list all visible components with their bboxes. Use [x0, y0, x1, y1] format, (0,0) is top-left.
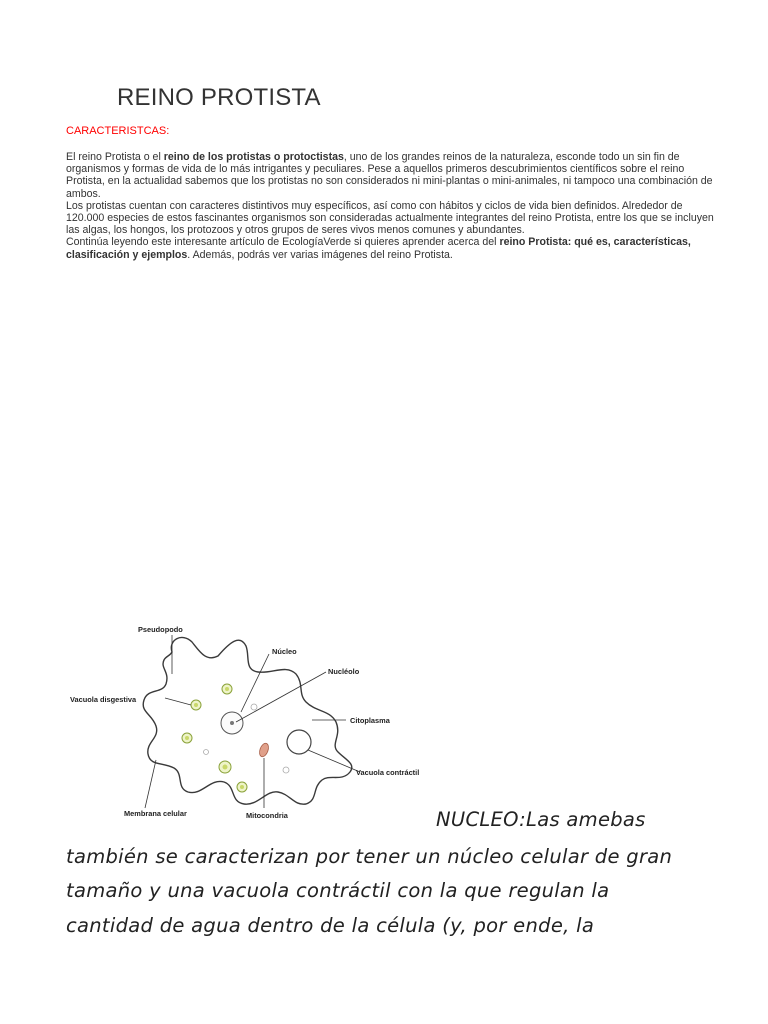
paragraph-3-text-a: Continúa leyendo este interesante artículo de EcologíaVerde si quieres aprender acerca del [66, 236, 500, 249]
handwritten-line-4: cantidad de agua dentro de la célula (y, por ende, la [66, 914, 595, 937]
handwritten-line-3: tamaño y una vacuola contráctil con la que regulan la [66, 879, 610, 902]
label-vacuola-digestiva: Vacuola disgestiva [70, 695, 137, 704]
handwritten-heading: NUCLEO:Las amebas [436, 808, 646, 831]
paragraph-2: Los protistas cuentan con caracteres distintivos muy específicos, así como con hábitos y ciclos de vida bien definidos. Alrededor de 120.000 especies de estos fascinantes organismos son consideradas actualmente integrantes del reino Protista, entre los que se incluyen las algas, los hongos, los protozoos y otros grupos de seres vivos menos comunes y abundantes. [66, 199, 714, 237]
paragraph-1 [66, 151, 716, 200]
label-mitocondria: Mitocondria [246, 811, 288, 820]
paragraph-1-text-b: , uno de los grandes reinos de la naturaleza, esconde todo un sin fin de organismos y formas de vida de lo más intrigantes y peculiares. Pese a aquellos primeros descubrimientos científicos sobre el reino Protista, en la actualidad sabemos que los protistas no son considerados ni mini-plantas o mini-animales, ni tampoco una combinación de ambos. [66, 151, 713, 200]
paragraph-1-bold: reino de los protistas o protoctistas [163, 151, 344, 163]
section-heading: CARACTERISTCAS: [66, 125, 170, 137]
nucleolus [230, 721, 234, 725]
amoeba-illustration [60, 612, 450, 827]
label-citoplasma: Citoplasma [350, 716, 390, 725]
amoeba-membrane [143, 637, 352, 804]
label-nucleo: Núcleo [272, 647, 297, 656]
intro-text [66, 151, 716, 261]
paragraph-1-text-a: El reino Protista o el [66, 151, 164, 163]
paragraph-3-bold: reino Protista: qué es, características, clasificación y ejemplos [66, 236, 691, 261]
label-membrana-celular: Membrana celular [124, 809, 187, 818]
paragraph-3-text-b: . Además, podrás ver varias imágenes del reino Protista. [187, 248, 453, 261]
handwritten-line-2: también se caracterizan por tener un núcleo celular de gran [66, 845, 673, 868]
amoeba-diagram [60, 612, 450, 827]
paragraph-3 [66, 236, 716, 260]
page-title: REINO PROTISTA [117, 84, 321, 111]
label-pseudopodo: Pseudopodo [138, 625, 183, 634]
label-vacuola-contractil: Vacuola contráctil [356, 768, 420, 777]
contractile-vacuole [287, 730, 311, 754]
label-nucleolo: Nucléolo [328, 667, 360, 676]
